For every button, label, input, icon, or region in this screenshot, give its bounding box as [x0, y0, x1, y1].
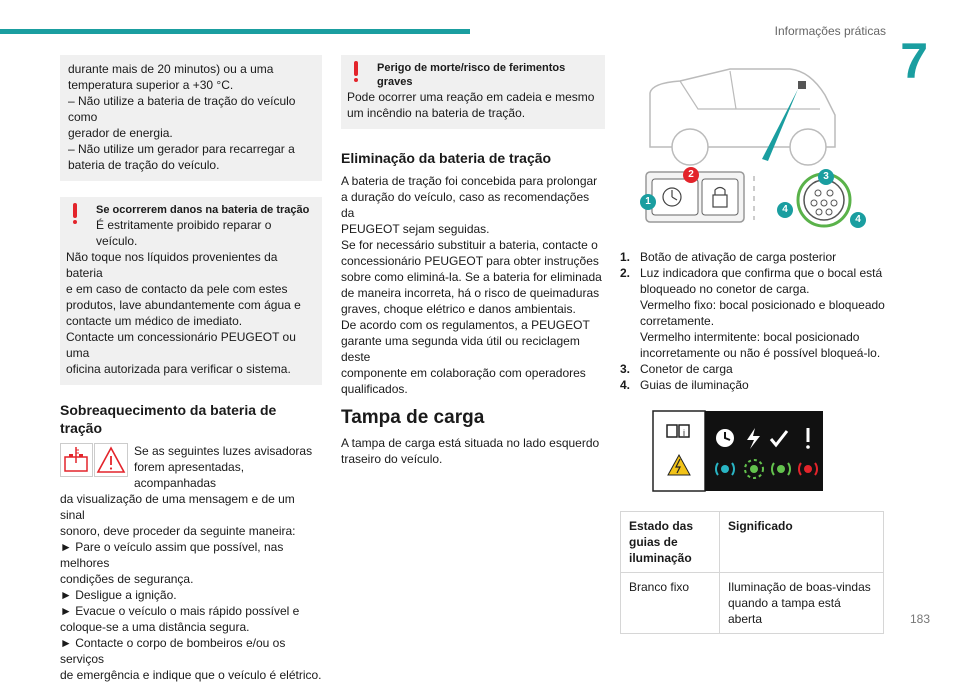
text-line: De acordo com os regulamentos, a PEUGEOT: [341, 318, 590, 332]
warning-lights-icons: [60, 443, 128, 477]
text-line: coloque-se a uma distância segura.: [60, 620, 250, 634]
text-line: oficina autorizada para verificar o sistema.: [66, 362, 291, 376]
text-line: guias de: [629, 535, 678, 549]
text-line: temperatura superior a +30 °C.: [68, 78, 234, 92]
text-line: Pode ocorrer uma reação em cadeia e mesmo: [347, 90, 595, 104]
text-line: A tampa de carga está situada no lado esquerdo: [341, 436, 600, 450]
text-line: Se for necessário substituir a bateria, contacte o: [341, 238, 598, 252]
list-item: [620, 265, 888, 361]
text-line: sobre como eliminá-la. Se a bateria for eliminada: [341, 270, 602, 284]
text-line: quando a tampa está aberta: [728, 596, 841, 626]
text-line: ► Contacte o corpo de bombeiros e/ou os serviços: [60, 636, 286, 666]
text-line: Contacte um concessionário PEUGEOT ou uma: [66, 330, 296, 360]
text-line: – Não utilize a bateria de tração do veículo como: [68, 94, 296, 124]
table-header-row: [621, 512, 884, 573]
lighting-guide-icons: [653, 411, 813, 493]
list-number: 3.: [620, 362, 631, 376]
text-line: bateria de tração do veículo.: [68, 158, 220, 172]
warning-heading: Perigo de morte/risco de ferimentos: [377, 62, 566, 74]
text-line: Luz indicadora que confirma que o bocal está: [640, 266, 883, 280]
text-line: ► Evacue o veículo o mais rápido possível e: [60, 604, 300, 618]
text-line: sonoro, deve proceder da seguinte maneira:: [60, 524, 296, 538]
lighting-guide-table: [620, 511, 884, 634]
text-line: componente em colaboração com operadores: [341, 366, 586, 380]
list-item: [620, 249, 888, 265]
text-line: ► Pare o veículo assim que possível, nas melhores: [60, 540, 284, 570]
exclamation-warning-icon: [70, 203, 80, 225]
text-line: incorretamente ou não é possível bloqueá-lo.: [640, 346, 881, 360]
text-line: ► Desligue a ignição.: [60, 588, 177, 602]
table-cell: [720, 573, 884, 634]
text-line: Estado das: [629, 519, 694, 533]
text-line: graves, choque elétrico e danos ambientais.: [341, 302, 576, 316]
text-line: um incêndio na bateria de tração.: [347, 106, 526, 120]
text-line: de maneira incorreta, há o risco de queimaduras: [341, 286, 600, 300]
text-line: Vermelho intermitente: bocal posicionado: [640, 330, 860, 344]
text-line: qualificados.: [341, 382, 408, 396]
column-2: [341, 55, 605, 467]
warning-lights-intro: [60, 443, 322, 491]
list-number: 2.: [620, 266, 631, 280]
callout-4-right: 4: [850, 212, 866, 228]
callout-2: 2: [683, 167, 699, 183]
exclamation-warning-icon: [351, 61, 361, 83]
text-line: Vermelho fixo: bocal posicionado e bloqueado: [640, 298, 885, 312]
list-number: 4.: [620, 378, 631, 392]
text-line: Não toque nos líquidos provenientes da bateria: [66, 250, 278, 280]
text-line: – Não utilize um gerador para recarregar a: [68, 142, 295, 156]
callout-1: 1: [640, 194, 656, 210]
legend-list: [620, 249, 888, 393]
text-line: iluminação: [629, 551, 692, 565]
text-line: Iluminação de boas-vindas: [728, 580, 871, 594]
text-line: Conetor de carga: [640, 362, 733, 376]
callout-4-left: 4: [777, 202, 793, 218]
column-1: [60, 55, 322, 683]
warning-box-danger: [341, 55, 605, 129]
warning-heading: Se ocorrerem danos na bateria de tração: [96, 204, 310, 216]
battery-temperature-icon: [60, 443, 128, 477]
text-line: produtos, lave abundantemente com água e: [66, 298, 301, 312]
text-line: É estritamente proibido reparar o veículo.: [96, 218, 272, 248]
text-line: garante uma segunda vida útil ou reciclagem deste: [341, 334, 580, 364]
chapter-number: 7: [900, 33, 928, 89]
text-line: durante mais de 20 minutos) ou a uma: [68, 62, 274, 76]
text-line: Botão de ativação de carga posterior: [640, 250, 837, 264]
page-number: 183: [909, 612, 930, 626]
section-title-disposal: Eliminação da bateria de tração: [341, 150, 552, 166]
warning-box-battery-damage: [60, 197, 322, 385]
column-3: [620, 55, 888, 634]
text-line: condições de segurança.: [60, 572, 194, 586]
text-line: corretamente.: [640, 314, 715, 328]
text-line: forem apresentadas, acompanhadas: [134, 460, 245, 490]
table-cell: Branco fixo: [621, 573, 720, 634]
text-line: bloqueado no conetor de carga.: [640, 282, 810, 296]
list-item: [620, 377, 888, 393]
header-accent-bar: [0, 29, 470, 34]
text-line: traseiro do veículo.: [341, 452, 443, 466]
table-row: [621, 573, 884, 634]
table-header-cell: [621, 512, 720, 573]
callout-3: 3: [818, 169, 834, 185]
text-line: PEUGEOT sejam seguidas.: [341, 222, 490, 236]
table-header-cell: Significado: [720, 512, 884, 573]
car-charging-flap-diagram: [620, 55, 888, 235]
text-line: Guias de iluminação: [640, 378, 749, 392]
text-line: e em caso de contacto da pele com estes: [66, 282, 288, 296]
text-line: Se as seguintes luzes avisadoras: [134, 444, 313, 458]
text-line: gerador de energia.: [68, 126, 173, 140]
text-line: a duração do veículo, caso as recomendações da: [341, 190, 590, 220]
lighting-guide-status-icons: [653, 411, 823, 491]
note-box: [60, 55, 322, 181]
text-line: A bateria de tração foi concebida para prolongar: [341, 174, 598, 188]
list-item: [620, 361, 888, 377]
svg-text:i: i: [683, 428, 685, 438]
text-line: da visualização de uma mensagem e de um sinal: [60, 492, 295, 522]
header-title: Informações práticas: [774, 24, 886, 38]
text-line: de emergência e indique que o veículo é elétrico.: [60, 668, 322, 682]
warning-heading: graves: [377, 76, 413, 88]
list-number: 1.: [620, 250, 631, 264]
text-line: contacte um médico de imediato.: [66, 314, 243, 328]
section-title-overheating: Sobreaquecimento da bateria de tração: [60, 402, 277, 436]
section-title-charging-flap: Tampa de carga: [341, 407, 485, 428]
text-line: concessionário PEUGEOT para obter instruções: [341, 254, 599, 268]
